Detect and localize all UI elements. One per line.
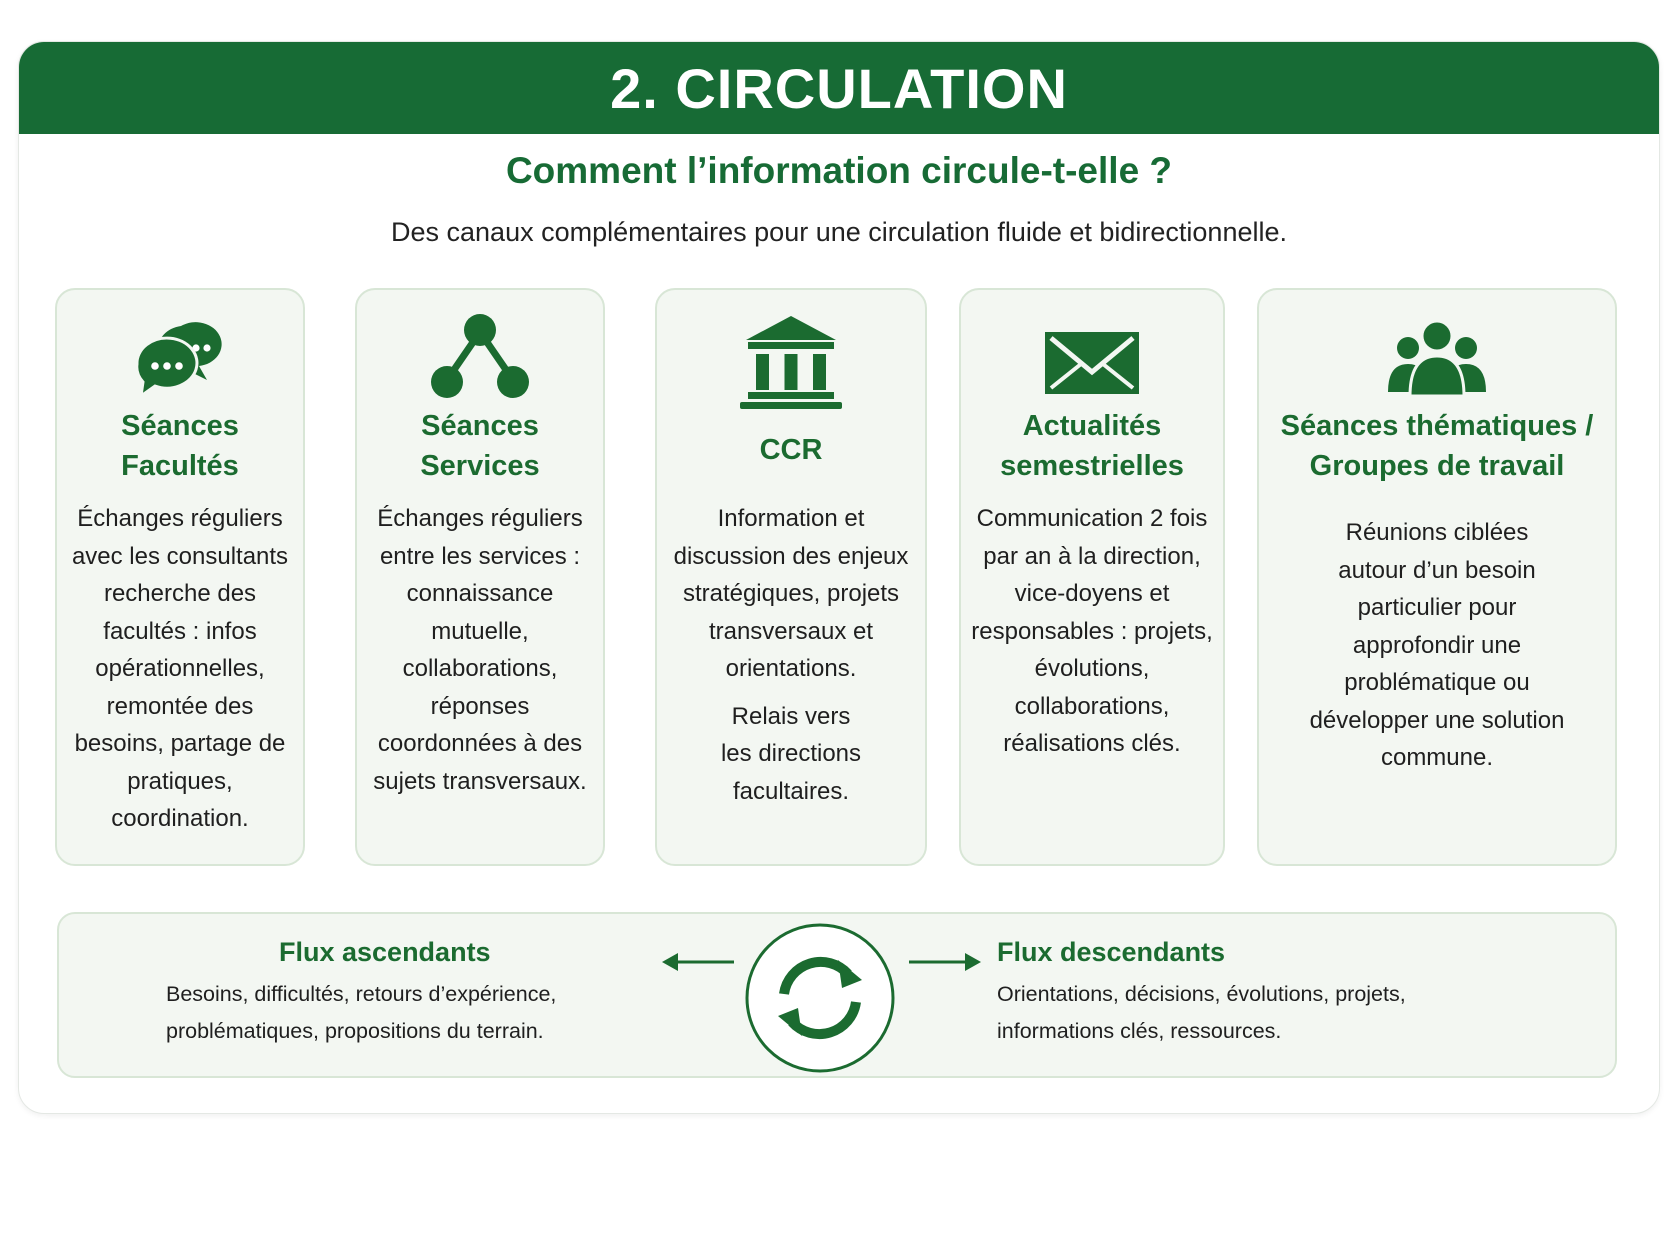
institution-building-icon — [736, 312, 846, 412]
header-band — [19, 42, 1659, 134]
channel-paragraph: Information et discussion des enjeux stratégiques, projets transversaux et orientations. — [673, 505, 909, 682]
chat-bubbles-icon — [125, 312, 235, 412]
channel-title: Actualités semestrielles — [1000, 410, 1184, 482]
arrow-right-icon — [907, 949, 981, 975]
channel-title: CCR — [759, 434, 823, 466]
flux-descendants-title: Flux descendants — [997, 937, 1226, 967]
flux-box — [57, 912, 1617, 1078]
channel-paragraph: Communication 2 fois par an à la direction, vice-doyens et responsables : projets, évolutions, collaborations, réalisations clés. — [971, 505, 1213, 757]
channel-title: Séances Facultés — [121, 410, 239, 482]
network-nodes-icon — [425, 312, 535, 412]
section-intro: Des canaux complémentaires pour une circulation fluide et bidirectionnelle. — [391, 217, 1287, 247]
channel-description — [367, 500, 593, 800]
circulation-card — [18, 41, 1660, 1114]
channel-card-actualites-semestrielles — [959, 288, 1225, 866]
channel-description — [971, 500, 1213, 763]
section-title: 2. CIRCULATION — [610, 56, 1068, 120]
channel-card-seances-thematiques — [1257, 288, 1617, 866]
arrow-left-icon — [662, 949, 736, 975]
channel-title: Séances thématiques / Groupes de travail — [1280, 410, 1594, 482]
cycle-arrows-icon — [744, 922, 896, 1074]
flux-ascendants-line: problématiques, propositions du terrain. — [166, 1019, 544, 1043]
channel-card-seances-services — [355, 288, 605, 866]
channel-paragraph: Échanges réguliers entre les services : connaissance mutuelle, collaborations, réponses coordonnées à des sujets transversaux. — [373, 505, 587, 795]
channel-description — [67, 500, 293, 838]
channel-title: Séances Services — [420, 410, 540, 482]
flux-descendants-line: Orientations, décisions, évolutions, projets, — [997, 982, 1406, 1006]
flux-descendants-line: informations clés, ressources. — [997, 1019, 1282, 1043]
channel-card-ccr — [655, 288, 927, 866]
flux-ascendants-title: Flux ascendants — [279, 937, 491, 967]
flux-ascendants-line: Besoins, difficultés, retours d’expérience, — [166, 982, 557, 1006]
channel-card-seances-facultes — [55, 288, 305, 866]
envelope-icon — [1037, 312, 1147, 412]
flux-descendants-text — [997, 976, 1406, 1050]
channel-description — [665, 500, 917, 810]
section-question: Comment l’information circule-t-elle ? — [505, 150, 1173, 191]
channel-paragraph: Réunions ciblées autour d’un besoin particulier pour approfondir une problématique ou développer une solution commune. — [1309, 519, 1565, 771]
channel-paragraph: Relais vers les directions facultaires. — [720, 702, 862, 805]
channel-paragraph: Échanges réguliers avec les consultants recherche des facultés : infos opérationnelles, remontée des besoins, partage de pratiques, coordination. — [71, 505, 289, 832]
channel-description — [1309, 514, 1565, 777]
flux-ascendants-text — [166, 976, 556, 1050]
people-group-icon — [1382, 312, 1492, 412]
